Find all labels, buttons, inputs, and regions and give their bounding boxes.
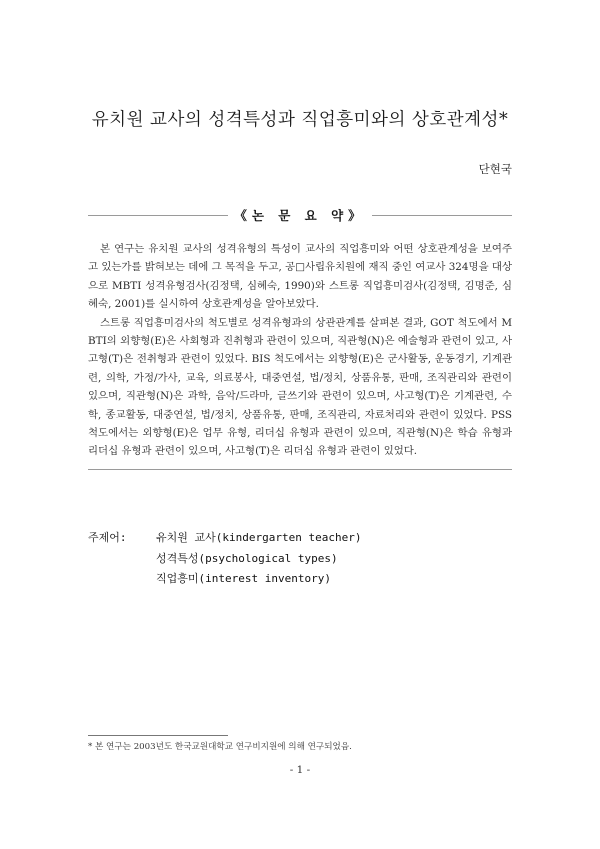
keyword-row xyxy=(88,549,361,570)
keyword-row xyxy=(88,528,361,549)
abstract-body xyxy=(88,240,512,461)
keyword-item: 직업흥미(interest inventory) xyxy=(156,572,331,585)
abstract-bottom-rule xyxy=(88,469,512,470)
paper-title: 유치원 교사의 성격특성과 직업흥미와의 상호관계성* xyxy=(91,110,509,130)
footnote-rule xyxy=(88,735,228,736)
keyword-row xyxy=(88,569,361,590)
keywords-indent xyxy=(88,549,156,570)
abstract-paragraph: 스트롱 직업흥미검사의 척도별로 성격유형과의 상관관계를 살펴본 결과, GOT 척도에서 MBTI의 외향형(E)은 사회형과 진취형과 관련이 있으며, 직관형(N)은 예술형과 관련이 있고, 사고형(T)은 전취형과 관련이 있었다. BIS 척도에서는 외향형(E)은 군사활동, 운동경기, 기계관련, 의학, 가정/가사, 교육, 의료봉사, 대중연설, 법/정치, 상품유통, 판매, 조직관리와 관련이 있으며, 직관형(N)은 과학, 음악/드라마, 글쓰기와 관련이 있으며, 사고형(T)은 기계관련, 수학, 종교활동, 대중연설, 법/정치, 상품유통, 판매, 조직관리, 자료처리와 관련이 있었다. PSS 척도에서는 외향형(E)은 업무 유형, 리더십 유형과 관련이 있으며, 직관형(N)은 학습 유형과 리더십 유형과 관련이 있으며, 사고형(T)은 리더십 유형과 관련이 있었다. xyxy=(88,316,512,458)
abstract-heading-rule-right xyxy=(372,215,512,216)
keywords-block xyxy=(88,528,361,590)
abstract-paragraph: 본 연구는 유치원 교사의 성격유형의 특성이 교사의 직업흥미와 어떤 상호관계성을 보여주고 있는가를 밝혀보는 데에 그 목적을 두고, 공□사립유치원에 재직 중인 여교사 324명을 대상으로 MBTI 성격유형검사(김정택, 심혜숙, 1990)와 스트롱 직업흥미검사(김정택, 김명준, 심혜숙, 2001)를 실시하여 상호관계성을 알아보았다. xyxy=(88,243,512,311)
author-name: 단현국 xyxy=(478,162,512,176)
footnote: * 본 연구는 2003년도 한국교원대학교 연구비지원에 의해 연구되었음. xyxy=(88,742,352,752)
page-number: - 1 - xyxy=(289,764,311,776)
keyword-item: 유치원 교사(kindergarten teacher) xyxy=(156,531,362,544)
keywords-indent xyxy=(88,569,156,590)
abstract-heading-label: 《논 문 요 약》 xyxy=(234,208,366,223)
keyword-item: 성격특성(psychological types) xyxy=(156,551,338,565)
abstract-heading xyxy=(88,206,512,224)
keywords-label: 주제어: xyxy=(88,531,127,544)
